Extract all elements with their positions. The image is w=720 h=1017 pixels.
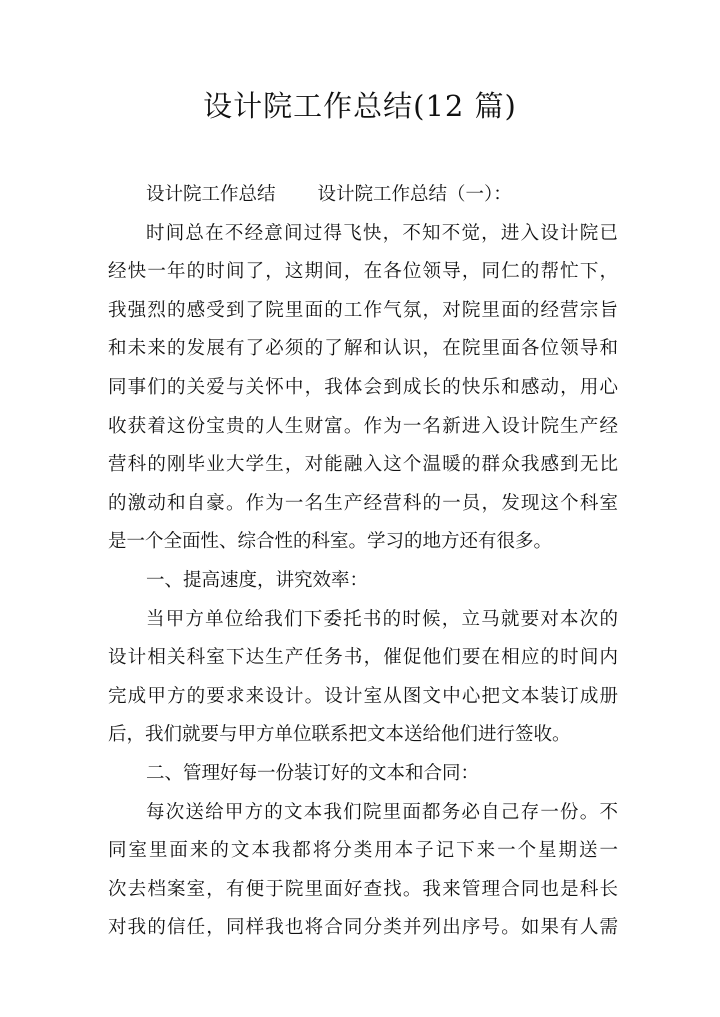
paragraph-line: 收获着这份宝贵的人生财富。作为一名新进入设计院生产经 — [108, 415, 618, 437]
paragraph-line: 次去档案室，有便于院里面好查找。我来管理合同也是科长 — [108, 878, 618, 900]
paragraph-line: 是一个全面性、综合性的科室。学习的地方还有很多。 — [108, 531, 553, 553]
paragraph-line: 完成甲方的要求来设计。设计室从图文中心把文本装订成册 — [108, 685, 618, 707]
paragraph-line: 我强烈的感受到了院里面的工作气氛，对院里面的经营宗旨 — [108, 299, 618, 321]
paragraph-line: 经快一年的时间了，这期间，在各位领导，同仁的帮忙下， — [108, 261, 618, 283]
paragraph-line: 当甲方单位给我们下委托书的时候，立马就要对本次的 — [146, 608, 618, 630]
paragraph-line: 同事们的关爱与关怀中，我体会到成长的快乐和感动，用心 — [108, 376, 618, 398]
paragraph-line: 时间总在不经意间过得飞快，不知不觉，进入设计院已 — [146, 222, 618, 244]
paragraph-line: 和未来的发展有了必须的了解和认识，在院里面各位领导和 — [108, 338, 618, 360]
section-heading: 一、提高速度，讲究效率： — [146, 569, 369, 591]
heading-right: 设计院工作总结（一）： — [317, 184, 512, 205]
document-title: 设计院工作总结(12 篇) — [203, 89, 517, 123]
paragraph-line: 同室里面来的文本我都将分类用本子记下来一个星期送一 — [108, 840, 618, 862]
heading-left: 设计院工作总结 — [146, 184, 276, 205]
document-body — [108, 176, 618, 948]
paragraph-line: 对我的信任，同样我也将合同分类并列出序号。如果有人需 — [108, 917, 618, 939]
section-heading: 二、管理好每一份装订好的文本和合同： — [146, 762, 480, 784]
paragraph-line: 后，我们就要与甲方单位联系把文本送给他们进行签收。 — [108, 724, 571, 746]
paragraph-line: 设计相关科室下达生产任务书，催促他们要在相应的时间内 — [108, 647, 618, 669]
paragraph-line: 每次送给甲方的文本我们院里面都务必自己存一份。不 — [146, 801, 618, 823]
heading-line — [108, 176, 618, 215]
paragraph-line: 的激动和自豪。作为一名生产经营科的一员，发现这个科室 — [108, 492, 618, 514]
paragraph-line: 营科的刚毕业大学生，对能融入这个温暖的群众我感到无比 — [108, 454, 618, 476]
